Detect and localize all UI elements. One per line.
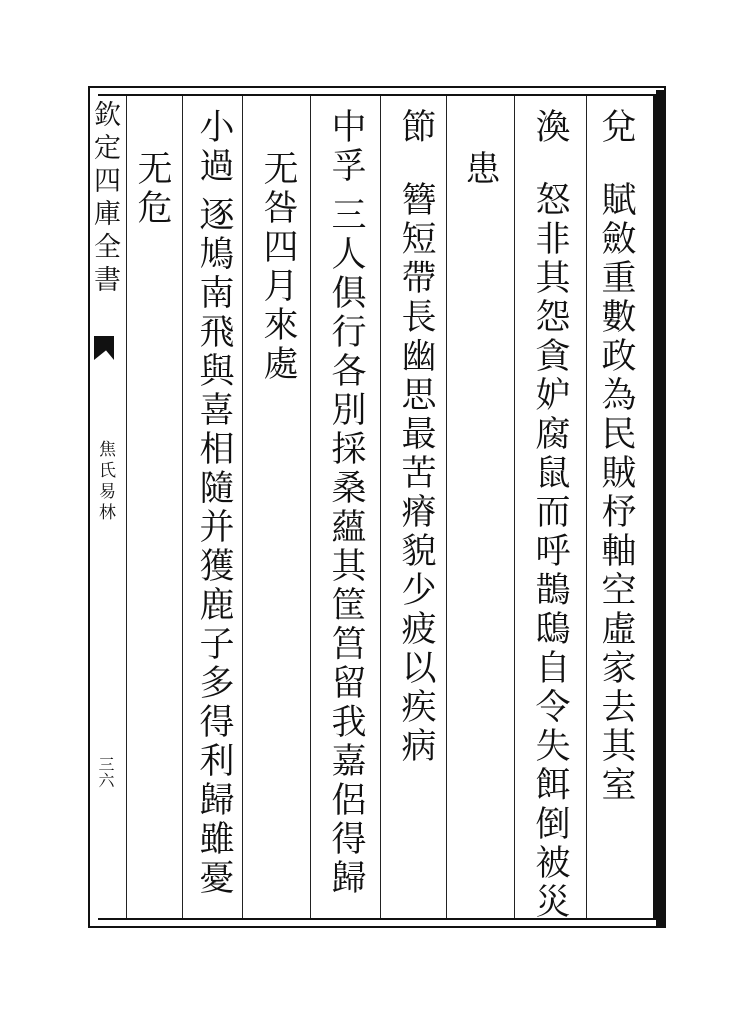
column-rule [446, 96, 447, 918]
hexagram-name: 渙 [530, 108, 570, 147]
hexagram-name: 中孚 [326, 108, 366, 186]
column-rule [182, 96, 183, 918]
hexagram-name: 小過 [194, 108, 234, 186]
column-rule [310, 96, 311, 918]
frame-thick-edge [656, 90, 664, 926]
page-number: 三六 [96, 756, 115, 788]
column-rule [380, 96, 381, 918]
column-rule [514, 96, 515, 918]
text-column-2 [530, 108, 570, 922]
column-rule [126, 96, 127, 918]
text-column-5 [326, 108, 366, 898]
verse-continuation: 无咎四月來處 [258, 150, 298, 384]
verse-continuation: 患 [460, 150, 500, 189]
verse-text: 賦斂重數政為民賊杼軸空虛家去其室 [596, 181, 636, 805]
verse-continuation: 无危 [132, 150, 172, 228]
text-column-7 [194, 108, 234, 898]
verse-text: 逐鳩南飛與喜相隨并獲鹿子多得利歸雖憂 [194, 196, 234, 898]
column-rule [586, 96, 587, 918]
text-column-3 [460, 150, 500, 189]
text-column-8 [132, 150, 172, 228]
text-column-1 [596, 108, 636, 805]
text-column-4 [396, 108, 436, 766]
collection-title: 欽定四庫全書 [89, 100, 120, 298]
hexagram-name: 節 [396, 108, 436, 147]
verse-text: 三人俱行各別採桑蘊其筐筥留我嘉侶得歸 [326, 196, 366, 898]
book-title: 焦氏易林 [95, 440, 115, 524]
column-rule [242, 96, 243, 918]
hexagram-name: 兌 [596, 108, 636, 147]
verse-text: 簪短帶長幽思最苦瘠貌少疲以疾病 [396, 181, 436, 766]
text-column-6 [258, 150, 298, 384]
verse-text: 怒非其怨貪妒腐鼠而呼鵲鴟自令失餌倒被災 [530, 181, 570, 922]
